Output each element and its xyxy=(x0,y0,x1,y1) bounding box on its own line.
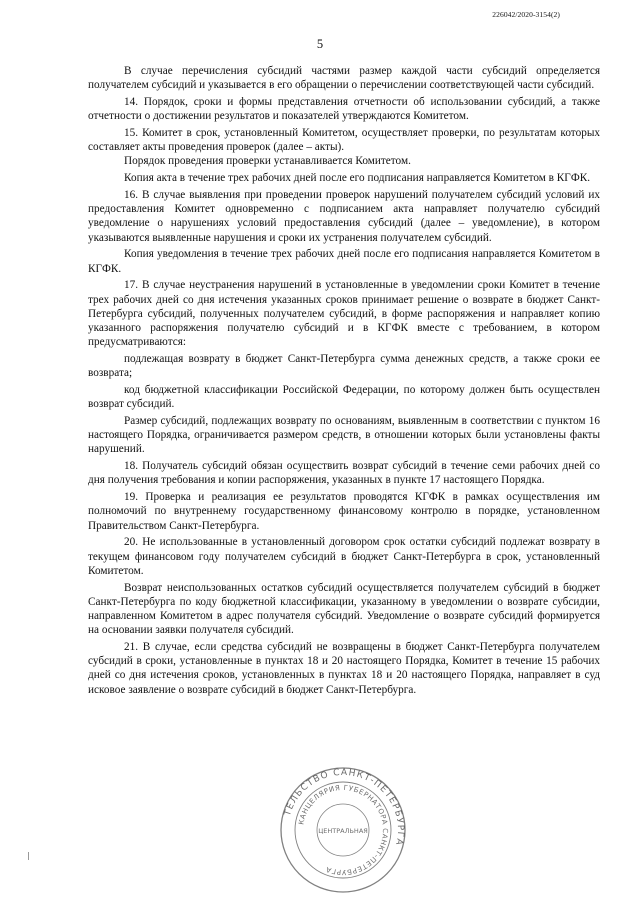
paragraph: 19. Проверка и реализация ее результатов проводятся КГФК в рамках осуществления им полномочий по внутреннему государственному финансовому контролю в порядке, установленном Правительством Санкт-Петербурга. xyxy=(88,491,600,532)
paragraph: Копия уведомления в течение трех рабочих дней после его подписания направляется Комитетом в КГФК. xyxy=(88,248,600,275)
paragraph: 14. Порядок, сроки и формы представления отчетности об использовании субсидий, а также отчетности о достижении результатов и показателей утверждаются Комитетом. xyxy=(88,96,600,123)
stamp-inner-text: КАНЦЕЛЯРИЯ ГУБЕРНАТОРА САНКТ-ПЕТЕРБУРГА xyxy=(297,783,390,877)
paragraph: 15. Комитет в срок, установленный Комитетом, осуществляет проверки, по результатам которых составляет акты проведения проверок (далее – акты). xyxy=(88,127,600,154)
margin-mark xyxy=(28,852,29,860)
stamp-outer-text: ТЕЛЬСТВО САНКТ-ПЕТЕРБУРГА xyxy=(282,767,406,847)
paragraph: 17. В случае неустранения нарушений в установленные в уведомлении сроки Комитет в течение трех рабочих дней со дня истечения указанных сроков принимает решение о возврате в бюджет Санкт-Петербурга субсидий, полученных получателем субсидий, в форме распоряжения и направляет копию указанного распоряжения получателю субсидий и в КГФК вместе с требованием, в котором предусматриваются: xyxy=(88,279,600,349)
paragraph: 21. В случае, если средства субсидий не возвращены в бюджет Санкт-Петербурга получателем субсидий в сроки, установленные в пунктах 18 и 20 настоящего Порядка, Комитет в течение 15 рабочих дней со дня истечения сроков, установленных в пунктах 18 и 20 настоящего Порядка, направляет в суд исковое заявление о возврате субсидий в бюджет Санкт-Петербурга. xyxy=(88,641,600,696)
paragraph: В случае перечисления субсидий частями размер каждой части субсидий определяется получателем субсидий и указывается в его обращении о перечислении соответствующей части субсидий. xyxy=(88,65,600,92)
document-code: 226042/2020-3154(2) xyxy=(492,10,560,19)
document-body xyxy=(88,64,600,697)
page-number: 5 xyxy=(316,37,324,51)
paragraph: Копия акта в течение трех рабочих дней после его подписания направляется Комитетом в КГФК. xyxy=(124,172,591,185)
stamp-center-text: ЦЕНТРАЛЬНАЯ xyxy=(318,827,368,835)
paragraph: Порядок проведения проверки устанавливается Комитетом. xyxy=(124,155,411,168)
paragraph: подлежащая возврату в бюджет Санкт-Петербурга сумма денежных средств, а также сроки ее возврата; xyxy=(88,353,600,380)
paragraph: 16. В случае выявления при проведении проверок нарушений получателем субсидий условий их предоставления Комитет одновременно с подписанием акта направляет получателю субсидий уведомление о нарушениях условий предоставления субсидий (далее – уведомление), в котором указываются выявленные нарушения и сроки их устранения получателем субсидий. xyxy=(88,189,600,244)
paragraph: код бюджетной классификации Российской Федерации, по которому должен быть осуществлен возврат субсидий. xyxy=(88,384,600,411)
paragraph: Размер субсидий, подлежащих возврату по основаниям, выявленным в соответствии с пунктом 16 настоящего Порядка, ограничивается размером средств, в отношении которых были установлены факты нарушений. xyxy=(88,415,600,456)
paragraph: 20. Не использованные в установленный договором срок остатки субсидий подлежат возврату в текущем финансовом году получателем субсидий в бюджет Санкт-Петербурга в срок, установленный Комитетом. xyxy=(88,536,600,577)
official-seal-stamp xyxy=(268,766,418,894)
paragraph: 18. Получатель субсидий обязан осуществить возврат субсидий в течение семи рабочих дней со дня получения требования и копии распоряжения, указанных в пункте 17 настоящего Порядка. xyxy=(88,460,600,487)
paragraph: Возврат неиспользованных остатков субсидий осуществляется получателем субсидий в бюджет Санкт-Петербурга по коду бюджетной классификации, указанному в уведомлении о возврате субсидии, направленном Комитетом в адрес получателя субсидий. Уведомление о возврате субсидий формируется на основании заявки получателя субсидий. xyxy=(88,581,600,637)
